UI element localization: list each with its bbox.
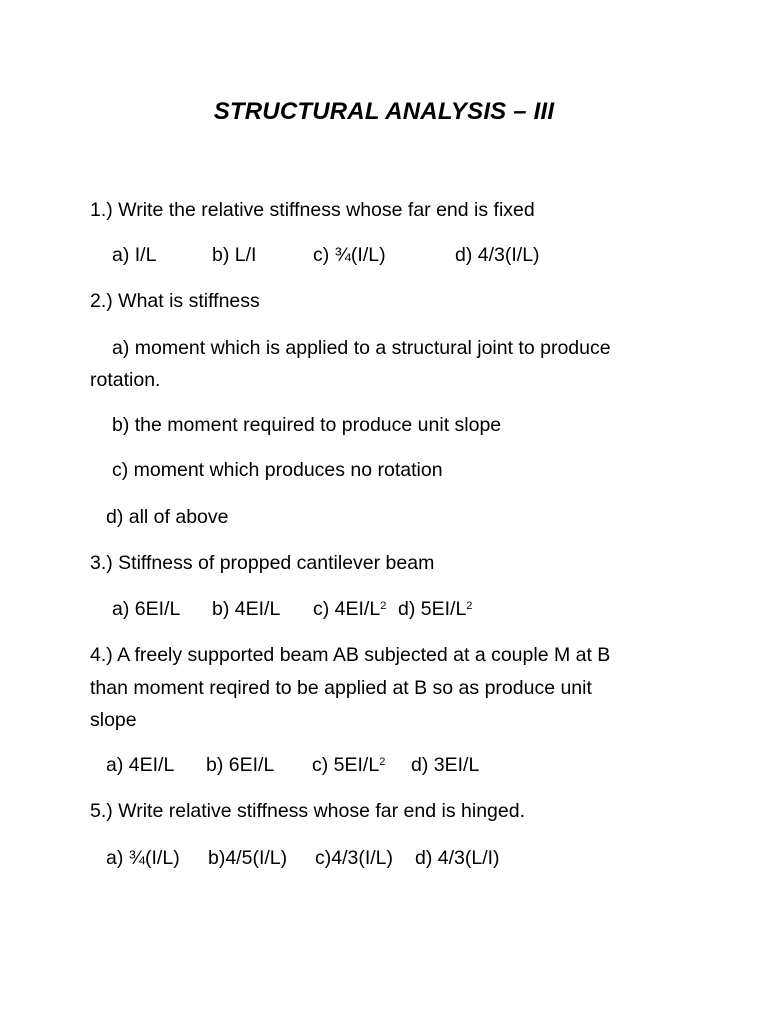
q4-option-a: a) 4EI/L xyxy=(106,754,175,776)
q2-option-a-cont: rotation. xyxy=(90,369,161,391)
document-title: STRUCTURAL ANALYSIS – III xyxy=(213,98,555,125)
q4-option-d: d) 3EI/L xyxy=(411,754,480,776)
q1-option-d: d) 4/3(I/L) xyxy=(455,244,540,266)
question-5-text: 5.) Write relative stiffness whose far end is hinged. xyxy=(90,800,525,822)
question-1-text: 1.) Write the relative stiffness whose far end is fixed xyxy=(90,199,535,221)
q3-option-d: d) $5EI/L^2$ xyxy=(398,598,473,620)
q5-option-d: d) 4/3(L/I) xyxy=(415,847,500,869)
q2-option-b: b) the moment required to produce unit slope xyxy=(112,414,502,436)
question-2-text: 2.) What is stiffness xyxy=(90,290,260,312)
q1-option-a: a) I/L xyxy=(112,244,157,266)
q4-option-c: c) $5EI/L^2$ xyxy=(312,754,386,776)
question-4-text-line-3: slope xyxy=(90,709,137,731)
q5-option-a: a) ¾(I/L) xyxy=(106,847,180,869)
q4-option-b: b) 6EI/L xyxy=(206,754,275,776)
q1-option-b: b) L/I xyxy=(212,244,257,266)
q3-option-a: a) 6EI/L xyxy=(112,598,181,620)
q3-option-b: b) 4EI/L xyxy=(212,598,281,620)
q2-option-a: a) moment which is applied to a structural joint to produce xyxy=(112,337,611,359)
q2-option-d: d) all of above xyxy=(106,506,229,528)
q2-option-c: c) moment which produces no rotation xyxy=(112,459,443,481)
question-4-text-line-1: 4.) A freely supported beam AB subjected at a couple M at B xyxy=(90,644,611,666)
q5-option-b: b)4/5(I/L) xyxy=(208,847,288,869)
q5-option-c: c)4/3(I/L) xyxy=(315,847,394,869)
question-4-text-line-2: than moment reqired to be applied at B so as produce unit xyxy=(90,677,592,699)
question-3-text: 3.) Stiffness of propped cantilever beam xyxy=(90,552,435,574)
q1-option-c: c) ¾(I/L) xyxy=(313,244,386,266)
q3-option-c: c) $4EI/L^2$ xyxy=(313,598,387,620)
